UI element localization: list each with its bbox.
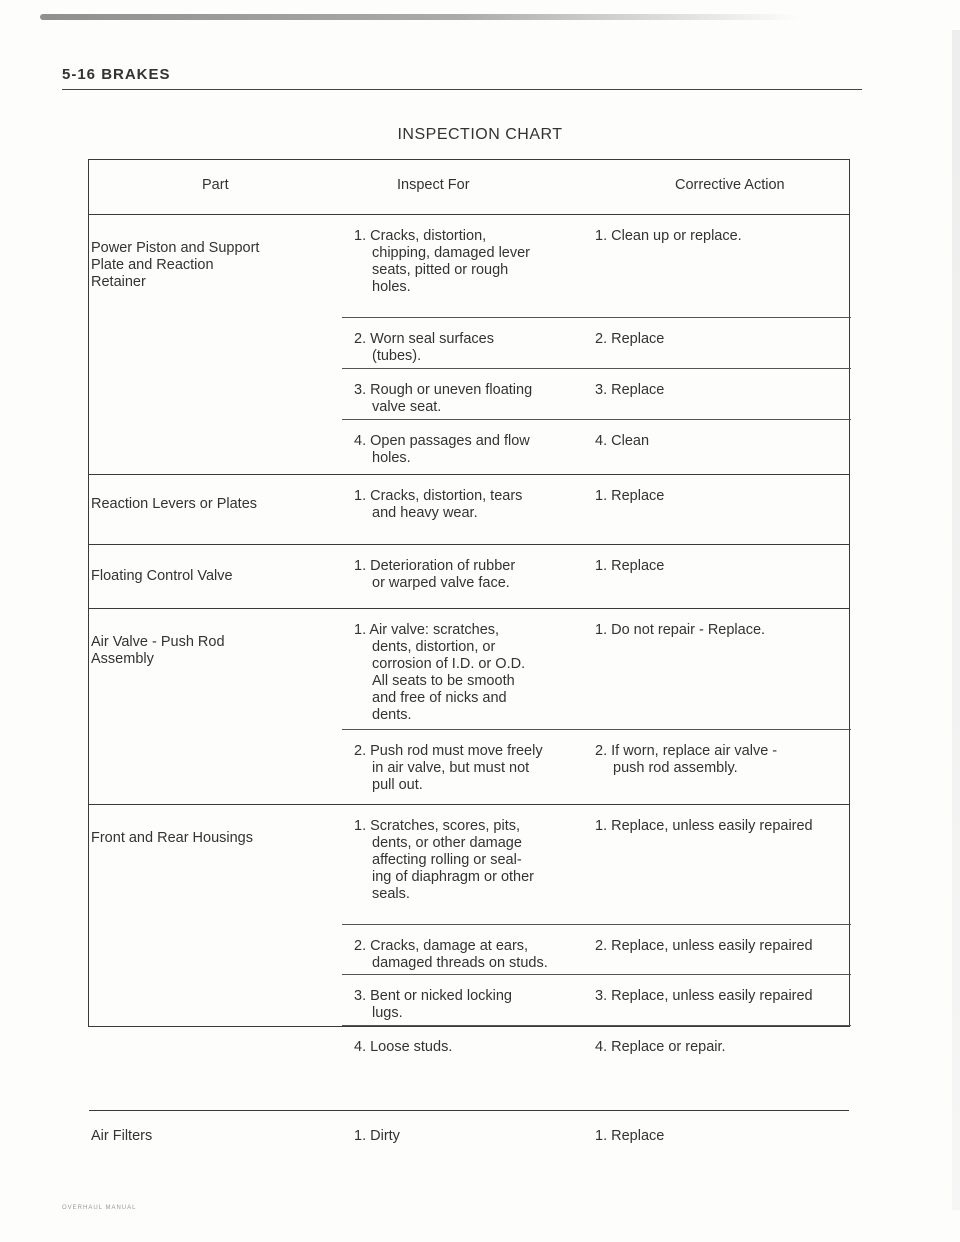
inspection-item <box>342 544 851 608</box>
part-name-line: Reaction Levers or Plates <box>91 496 258 512</box>
inspect-for-line: in air valve, but must not <box>372 760 530 776</box>
inspection-item <box>342 474 851 544</box>
inspect-for-line: lugs. <box>372 1005 403 1021</box>
inspect-for-line: 4. Loose studs. <box>354 1039 453 1055</box>
corrective-action-line: 3. Replace <box>595 382 665 398</box>
corrective-action-cell <box>595 331 851 348</box>
corrective-action-cell <box>595 988 851 1005</box>
part-name-line: Assembly <box>91 651 154 667</box>
inspect-for-line: affecting rolling or seal- <box>372 852 522 868</box>
corrective-action-cell <box>595 228 851 245</box>
inspect-for-cell <box>354 938 594 972</box>
scan-side-shadow <box>952 30 960 1210</box>
inspect-for-line: 1. Cracks, distortion, <box>354 228 487 244</box>
corrective-action-line: push rod assembly. <box>613 760 738 776</box>
inspect-for-line: holes. <box>372 450 411 466</box>
corrective-action-cell <box>595 743 851 777</box>
inspect-for-line: 2. Worn seal surfaces <box>354 331 494 347</box>
inspect-for-line: (tubes). <box>372 348 422 364</box>
part-name-line: Air Filters <box>91 1128 153 1144</box>
part-name <box>91 1128 331 1145</box>
inspect-for-line: corrosion of I.D. or O.D. <box>372 656 526 672</box>
chart-title: INSPECTION CHART <box>397 126 563 143</box>
corrective-action-cell <box>595 433 851 450</box>
inspect-for-line: 1. Cracks, distortion, tears <box>354 488 523 504</box>
inspection-item <box>342 974 851 1026</box>
inspect-for-cell <box>354 331 594 365</box>
part-name <box>91 634 331 668</box>
inspect-for-cell <box>354 622 594 724</box>
corrective-action-cell <box>595 558 851 575</box>
column-header-action: Corrective Action <box>675 177 785 193</box>
inspection-item <box>342 1110 851 1160</box>
inspection-table <box>88 159 850 1144</box>
inspect-for-line: damaged threads on studs. <box>372 955 548 971</box>
corrective-action-line: 1. Replace, unless easily repaired <box>595 818 813 834</box>
inspect-for-line: valve seat. <box>372 399 442 415</box>
corrective-action-cell <box>595 1128 851 1145</box>
header-rule <box>62 89 862 90</box>
table-row <box>89 474 849 545</box>
corrective-action-cell <box>595 938 851 955</box>
table-row <box>89 804 849 1111</box>
corrective-action-line: 1. Do not repair - Replace. <box>595 622 766 638</box>
corrective-action-line: 3. Replace, unless easily repaired <box>595 988 813 1004</box>
inspect-for-line: dents. <box>372 707 412 723</box>
inspect-for-line: pull out. <box>372 777 423 793</box>
inspect-for-line: All seats to be smooth <box>372 673 515 689</box>
corrective-action-cell <box>595 488 851 505</box>
corrective-action-cell <box>595 1039 851 1056</box>
table-row <box>89 1110 849 1170</box>
scan-edge-shadow <box>40 14 800 20</box>
inspect-for-line: 1. Dirty <box>354 1128 400 1144</box>
inspection-item <box>342 368 851 420</box>
inspection-item <box>342 419 851 474</box>
part-name-line: Retainer <box>91 274 146 290</box>
corrective-action-line: 2. If worn, replace air valve - <box>595 743 778 759</box>
inspect-for-line: or warped valve face. <box>372 575 510 591</box>
table-row <box>89 544 849 609</box>
inspect-for-cell <box>354 558 594 592</box>
inspection-item <box>342 608 851 730</box>
column-header-inspect: Inspect For <box>397 177 470 193</box>
inspect-for-cell <box>354 1128 594 1145</box>
inspect-for-cell <box>354 988 594 1022</box>
inspect-for-line: 2. Cracks, damage at ears, <box>354 938 529 954</box>
table-row <box>89 214 849 475</box>
inspection-item <box>342 924 851 975</box>
inspect-for-cell <box>354 382 594 416</box>
inspect-for-cell <box>354 1039 594 1056</box>
inspect-for-line: 1. Deterioration of rubber <box>354 558 516 574</box>
inspect-for-line: ing of diaphragm or other <box>372 869 535 885</box>
table-row <box>89 608 849 805</box>
inspect-for-cell <box>354 433 594 467</box>
inspection-item <box>342 214 851 318</box>
inspect-for-line: 2. Push rod must move freely <box>354 743 543 759</box>
part-name-line: Front and Rear Housings <box>91 830 253 846</box>
corrective-action-line: 4. Clean <box>595 433 650 449</box>
corrective-action-line: 1. Clean up or replace. <box>595 228 742 244</box>
inspect-for-line: 1. Scratches, scores, pits, <box>354 818 521 834</box>
inspect-for-line: dents, distortion, or <box>372 639 496 655</box>
inspect-for-line: seats, pitted or rough <box>372 262 509 278</box>
part-name <box>91 496 331 513</box>
corrective-action-line: 2. Replace, unless easily repaired <box>595 938 813 954</box>
inspect-for-cell <box>354 488 594 522</box>
inspect-for-line: seals. <box>372 886 410 902</box>
inspect-for-line: 1. Air valve: scratches, <box>354 622 500 638</box>
table-header-row <box>89 160 849 215</box>
part-name-line: Floating Control Valve <box>91 568 233 584</box>
inspect-for-line: 4. Open passages and flow <box>354 433 530 449</box>
inspect-for-cell <box>354 743 594 794</box>
inspect-for-line: holes. <box>372 279 411 295</box>
corrective-action-cell <box>595 622 851 639</box>
part-name <box>91 240 331 291</box>
page-header: 5-16 BRAKES <box>62 66 171 83</box>
corrective-action-line: 2. Replace <box>595 331 665 347</box>
inspection-item <box>342 804 851 925</box>
inspect-for-line: and free of nicks and <box>372 690 507 706</box>
corrective-action-cell <box>595 818 851 835</box>
inspection-item <box>342 729 851 804</box>
corrective-action-line: 4. Replace or repair. <box>595 1039 726 1055</box>
corrective-action-line: 1. Replace <box>595 488 665 504</box>
corrective-action-line: 1. Replace <box>595 558 665 574</box>
page-footer: OVERHAUL MANUAL <box>62 1205 137 1211</box>
inspect-for-line: dents, or other damage <box>372 835 522 851</box>
part-name-line: Power Piston and Support <box>91 240 260 256</box>
column-header-part: Part <box>202 177 229 193</box>
part-name <box>91 830 331 847</box>
inspect-for-line: 3. Rough or uneven floating <box>354 382 533 398</box>
inspect-for-line: 3. Bent or nicked locking <box>354 988 512 1004</box>
corrective-action-cell <box>595 382 851 399</box>
part-name <box>91 568 331 585</box>
corrective-action-line: 1. Replace <box>595 1128 665 1144</box>
part-name-line: Air Valve - Push Rod <box>91 634 225 650</box>
part-name-line: Plate and Reaction <box>91 257 214 273</box>
inspect-for-cell <box>354 228 594 296</box>
inspect-for-line: chipping, damaged lever <box>372 245 530 261</box>
inspection-item <box>342 317 851 369</box>
inspect-for-line: and heavy wear. <box>372 505 478 521</box>
inspection-item <box>342 1025 851 1117</box>
inspect-for-cell <box>354 818 594 903</box>
